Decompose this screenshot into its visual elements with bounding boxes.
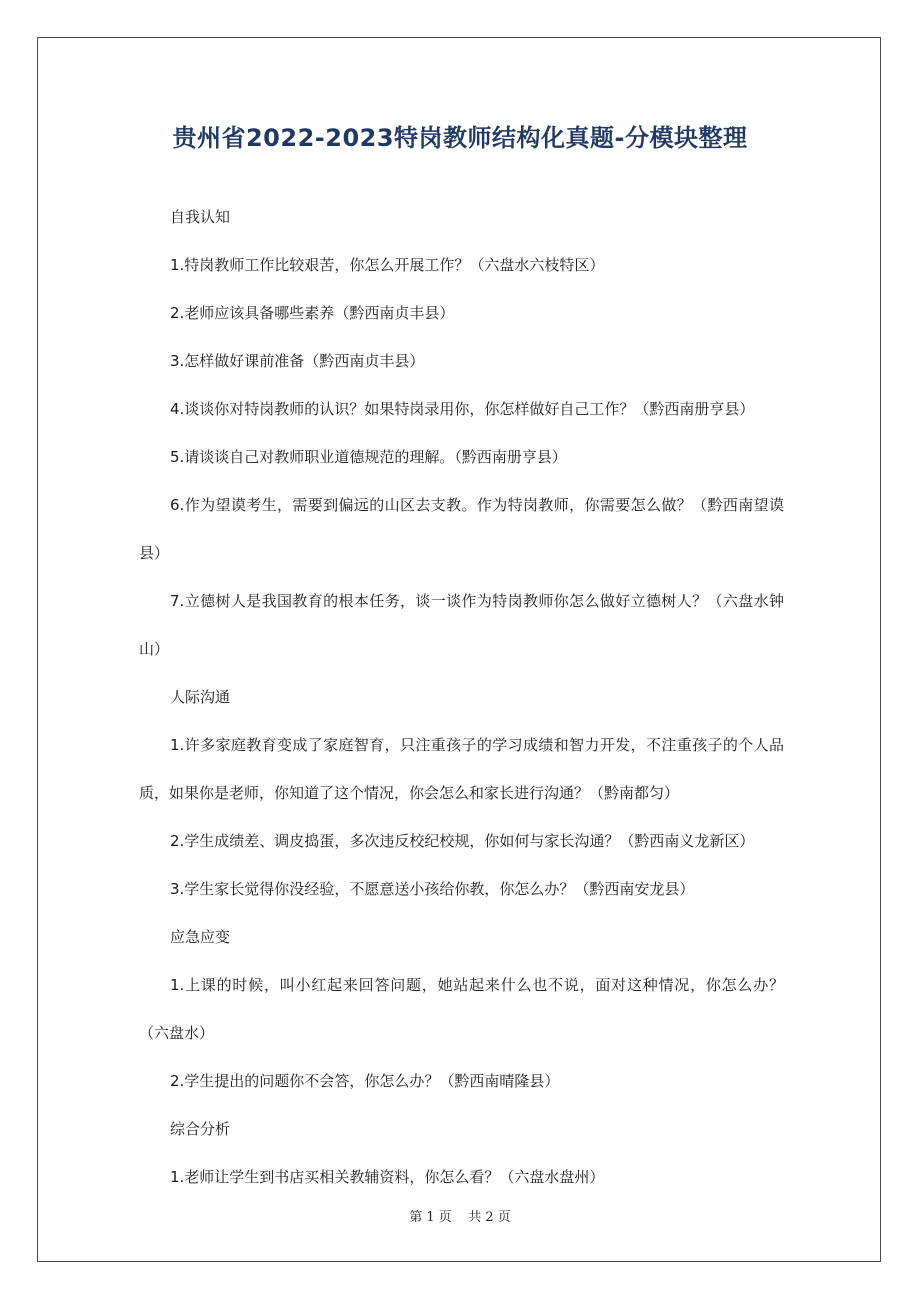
question-item: 3.学生家长觉得你没经验，不愿意送小孩给你教，你怎么办？（黔西南安龙县） bbox=[170, 880, 695, 898]
page-total: 共 2 页 bbox=[468, 1210, 511, 1225]
question-item: 2.学生提出的问题你不会答，你怎么办？（黔西南晴隆县） bbox=[170, 1072, 560, 1090]
section-heading: 自我认知 bbox=[170, 208, 231, 226]
question-item: 3.怎样做好课前准备（黔西南贞丰县） bbox=[170, 352, 425, 370]
question-item: 1.许多家庭教育变成了家庭智育，只注重孩子的学习成绩和智力开发，不注重孩子的个人品质，如果你是老师，你知道了这个情况，你会怎么和家长进行沟通？（黔南都匀） bbox=[139, 736, 784, 802]
question-item: 6.作为望谟考生，需要到偏远的山区去支教。作为特岗教师，你需要怎么做？（黔西南望谟县） bbox=[139, 496, 784, 562]
question-item: 7.立德树人是我国教育的根本任务，谈一谈作为特岗教师你怎么做好立德树人？（六盘水钟山） bbox=[139, 592, 784, 658]
question-item: 1.老师让学生到书店买相关教辅资料，你怎么看？（六盘水盘州） bbox=[170, 1168, 605, 1186]
question-item: 4.谈谈你对特岗教师的认识？如果特岗录用你，你怎样做好自己工作？（黔西南册亨县） bbox=[170, 400, 755, 418]
question-item: 2.学生成绩差、调皮捣蛋，多次违反校纪校规，你如何与家长沟通？（黔西南义龙新区） bbox=[170, 832, 755, 850]
page-number: 第 1 页 bbox=[409, 1210, 452, 1225]
question-item: 1.上课的时候，叫小红起来回答问题，她站起来什么也不说，面对这种情况，你怎么办？（六盘水） bbox=[139, 976, 784, 1042]
question-item: 2.老师应该具备哪些素养（黔西南贞丰县） bbox=[170, 304, 455, 322]
document-body bbox=[139, 193, 784, 1201]
section-heading: 综合分析 bbox=[170, 1120, 231, 1138]
question-item: 5.请谈谈自己对教师职业道德规范的理解。（黔西南册亨县） bbox=[170, 448, 567, 466]
section-heading: 人际沟通 bbox=[170, 688, 231, 706]
question-item: 1.特岗教师工作比较艰苦，你怎么开展工作？（六盘水六枝特区） bbox=[170, 256, 605, 274]
document-title: 贵州省2022-2023特岗教师结构化真题-分模块整理 bbox=[172, 124, 748, 152]
section-heading: 应急应变 bbox=[170, 928, 231, 946]
page-footer bbox=[0, 1206, 920, 1225]
